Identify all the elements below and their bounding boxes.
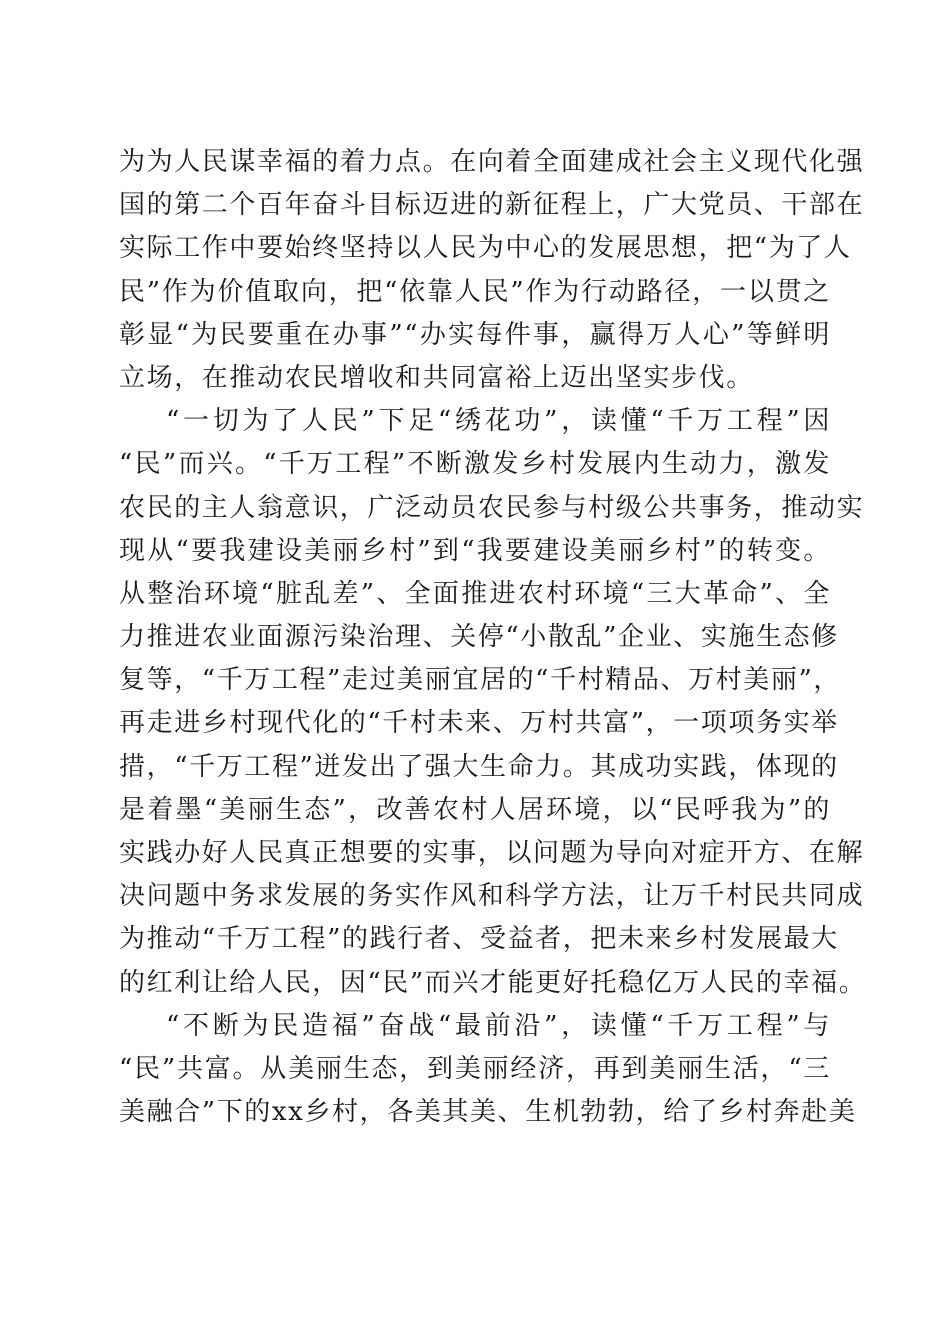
- text-line: 是着墨“美丽生态”，改善农村人居环境，以“民呼我为”的: [119, 794, 831, 825]
- text-line: 力推进农业面源污染治理、关停“小散乱”企业、实施生态修: [119, 622, 839, 653]
- text-line: “民”共富。从美丽生态，到美丽经济，再到美丽生活，“三: [119, 1053, 831, 1084]
- text-line: 复等，“千万工程”走过美丽宜居的“千村精品、万村美丽”，: [119, 665, 841, 696]
- text-line: “民”而兴。“千万工程”不断激发乡村发展内生动力，激发: [119, 449, 831, 480]
- text-line: 从整治环境“脏乱差”、全面推进农村环境“三大革命”、全: [119, 578, 831, 609]
- text-line: 实际工作中要始终坚持以人民为中心的发展思想，把“为了人: [119, 233, 852, 264]
- document-body: [119, 141, 867, 1134]
- text-line: 农民的主人翁意识，广泛动员农民参与村级公共事务，推动实: [119, 492, 865, 523]
- text-line: 美融合”下的xx乡村，各美其美、生机勃勃，给了乡村奔赴美: [119, 1097, 857, 1128]
- text-line: 立场，在推动农民增收和共同富裕上迈出坚实步伐。: [119, 362, 754, 393]
- paragraph-start-line: “一切为了人民”下足“绣花功”，读懂“千万工程”因: [166, 406, 831, 437]
- text-line: 决问题中务求发展的务实作风和科学方法，让万千村民共同成: [119, 881, 865, 912]
- text-line: 实践办好人民真正想要的实事，以问题为导向对症开方、在解: [119, 838, 865, 868]
- text-line: 为为人民谋幸福的着力点。在向着全面建成社会主义现代化强: [119, 147, 865, 177]
- paragraph-start-line: “不断为民造福”奋战“最前沿”，读懂“千万工程”与: [166, 1010, 831, 1041]
- text-line: 彰显“为民要重在办事”“办实每件事，赢得万人心”等鲜明: [119, 319, 831, 350]
- text-line: 为推动“千万工程”的践行者、受益者，把未来乡村发展最大: [119, 924, 839, 955]
- text-line: 现从“要我建设美丽乡村”到“我要建设美丽乡村”的转变。: [119, 535, 831, 566]
- text-line: 国的第二个百年奋斗目标迈进的新征程上，广大党员、干部在: [119, 190, 865, 221]
- text-line: 民”作为价值取向，把“依靠人民”作为行动路径，一以贯之: [119, 276, 831, 307]
- text-line: 再走进乡村现代化的“千村未来、万村共富”，一项项务实举: [119, 708, 839, 739]
- text-line: 措，“千万工程”迸发出了强大生命力。其成功实践，体现的: [119, 751, 839, 782]
- text-line: 的红利让给人民，因“民”而兴才能更好托稳亿万人民的幸福。: [119, 967, 867, 998]
